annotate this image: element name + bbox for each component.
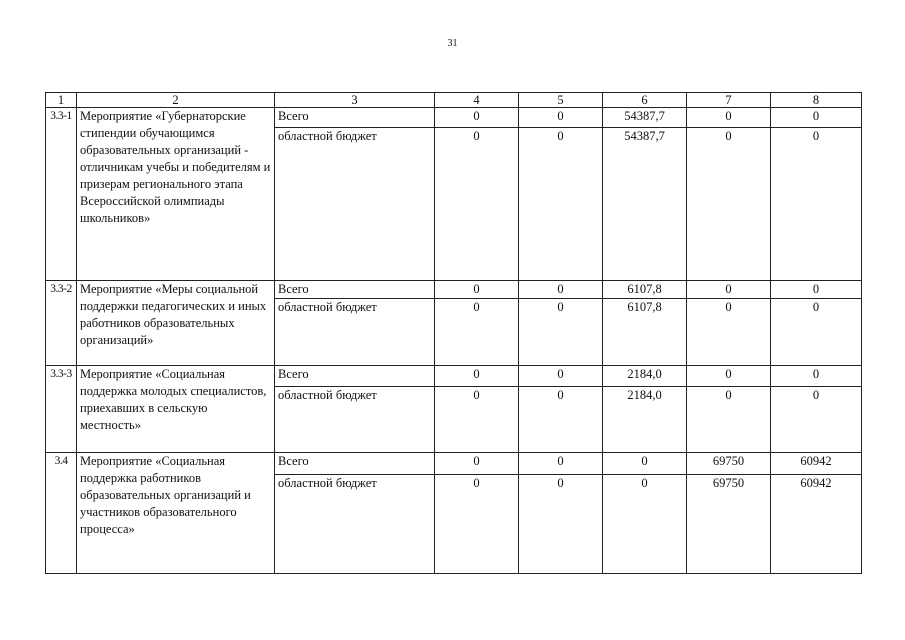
row-funding-source: областной бюджет [275, 387, 435, 453]
table-row [46, 453, 862, 475]
row-value-col8: 0 [771, 387, 862, 453]
row-value-col4: 0 [435, 299, 519, 366]
header-cell-5: 5 [519, 93, 603, 108]
row-funding-source: Всего [275, 108, 435, 128]
row-value-col8: 60942 [771, 453, 862, 475]
row-value-col8: 0 [771, 281, 862, 299]
row-value-col8: 60942 [771, 475, 862, 574]
row-value-col6: 0 [603, 475, 687, 574]
row-value-col5: 0 [519, 366, 603, 387]
row-value-col4: 0 [435, 387, 519, 453]
row-funding-source: Всего [275, 453, 435, 475]
row-activity-name: Мероприятие «Социальная поддержка молодых специалистов, приехавших в сельскую местность» [77, 366, 275, 453]
row-value-col5: 0 [519, 108, 603, 128]
row-value-col4: 0 [435, 475, 519, 574]
row-activity-name: Мероприятие «Губернаторские стипендии обучающимся образовательных организаций - отличникам учебы и победителям и призерам регионального этапа Всероссийской олимпиады школьников» [77, 108, 275, 281]
header-cell-7: 7 [687, 93, 771, 108]
header-cell-8: 8 [771, 93, 862, 108]
row-value-col7: 69750 [687, 475, 771, 574]
row-value-col4: 0 [435, 281, 519, 299]
page-number: 31 [447, 38, 458, 49]
row-value-col8: 0 [771, 128, 862, 281]
row-code: 3.3-2 [46, 281, 77, 366]
row-value-col5: 0 [519, 475, 603, 574]
row-value-col6: 54387,7 [603, 108, 687, 128]
row-value-col7: 0 [687, 299, 771, 366]
row-value-col5: 0 [519, 299, 603, 366]
row-value-col7: 0 [687, 281, 771, 299]
row-funding-source: областной бюджет [275, 299, 435, 366]
row-value-col7: 0 [687, 108, 771, 128]
row-value-col7: 69750 [687, 453, 771, 475]
row-value-col8: 0 [771, 299, 862, 366]
program-funding-table [45, 92, 862, 574]
row-value-col6: 6107,8 [603, 281, 687, 299]
row-value-col6: 0 [603, 453, 687, 475]
row-value-col7: 0 [687, 128, 771, 281]
row-value-col4: 0 [435, 108, 519, 128]
table-row [46, 108, 862, 128]
row-code: 3.3-1 [46, 108, 77, 281]
header-cell-3: 3 [275, 93, 435, 108]
table-row [46, 281, 862, 299]
header-cell-4: 4 [435, 93, 519, 108]
header-cell-2: 2 [77, 93, 275, 108]
row-code: 3.4 [46, 453, 77, 574]
row-activity-name: Мероприятие «Меры социальной поддержки педагогических и иных работников образовательных организаций» [77, 281, 275, 366]
row-funding-source: областной бюджет [275, 475, 435, 574]
row-funding-source: областной бюджет [275, 128, 435, 281]
row-value-col6: 6107,8 [603, 299, 687, 366]
row-value-col5: 0 [519, 281, 603, 299]
row-value-col8: 0 [771, 108, 862, 128]
table-row [46, 366, 862, 387]
row-value-col8: 0 [771, 366, 862, 387]
row-value-col6: 2184,0 [603, 387, 687, 453]
row-code: 3.3-3 [46, 366, 77, 453]
row-value-col4: 0 [435, 453, 519, 475]
row-value-col4: 0 [435, 366, 519, 387]
row-value-col5: 0 [519, 387, 603, 453]
header-cell-6: 6 [603, 93, 687, 108]
row-value-col7: 0 [687, 387, 771, 453]
row-funding-source: Всего [275, 281, 435, 299]
row-value-col6: 2184,0 [603, 366, 687, 387]
row-funding-source: Всего [275, 366, 435, 387]
row-value-col5: 0 [519, 453, 603, 475]
row-value-col4: 0 [435, 128, 519, 281]
header-cell-1: 1 [46, 93, 77, 108]
row-value-col5: 0 [519, 128, 603, 281]
table-header-row [46, 93, 862, 108]
row-activity-name: Мероприятие «Социальная поддержка работников образовательных организаций и участников образовательного процесса» [77, 453, 275, 574]
row-value-col7: 0 [687, 366, 771, 387]
row-value-col6: 54387,7 [603, 128, 687, 281]
